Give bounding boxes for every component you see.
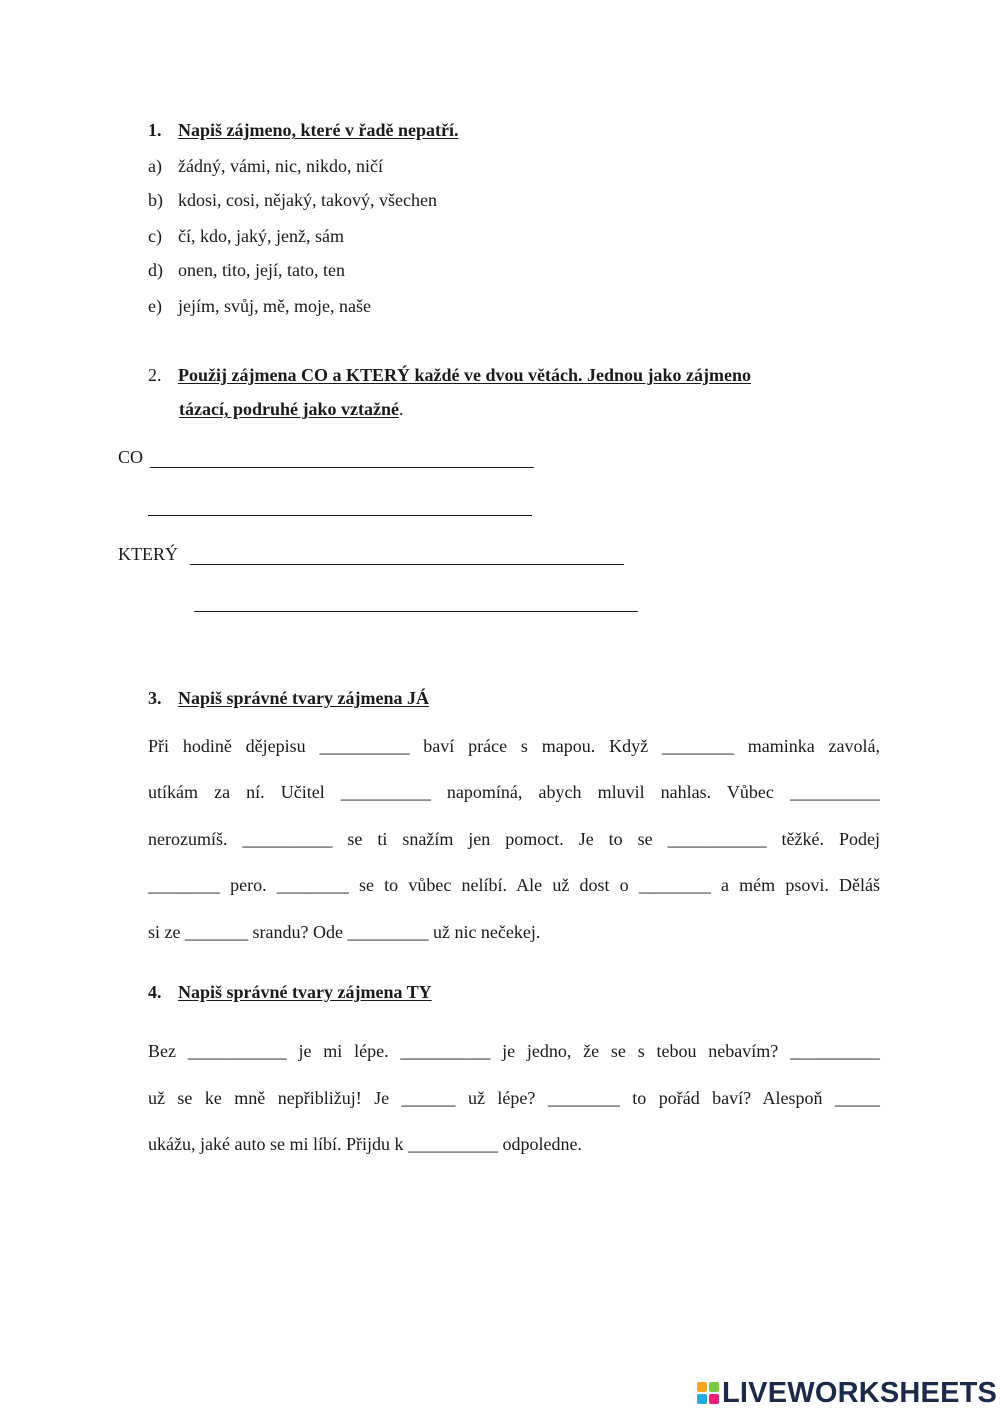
logo-square (697, 1382, 707, 1392)
question-3-text-line: nerozumíš. __________ se ti snažím jen pomoct. Je to se ___________ těžké. Podej (148, 829, 880, 849)
question-2-title-line-1 (148, 365, 751, 386)
question-1-item-d (148, 260, 345, 281)
question-3-text-line: utíkám za ní. Učitel __________ napomíná, abych mluvil nahlas. Vůbec __________ (148, 782, 880, 802)
question-1-item-c (148, 226, 344, 247)
question-1-number: 1. (148, 120, 162, 140)
question-4-text-line: Bez ___________ je mi lépe. __________ je jedno, že se s tebou nebavím? __________ (148, 1041, 880, 1061)
item-text: kdosi, cosi, nějaký, takový, všechen (178, 190, 437, 210)
question-1-item-e (148, 296, 371, 317)
item-letter: e) (148, 296, 162, 316)
logo-text: LIVEWORKSHEETS (722, 1377, 998, 1409)
item-letter: a) (148, 156, 162, 176)
question-1-title (148, 120, 458, 141)
item-text: žádný, vámi, nic, nikdo, ničí (178, 156, 383, 176)
question-3-heading: Napiš správné tvary zájmena JÁ (178, 688, 429, 708)
item-letter: d) (148, 260, 163, 280)
question-2-number: 2. (148, 365, 162, 385)
question-2-title-line-2 (179, 399, 403, 420)
question-2-heading-part-1: Použij zájmena CO a KTERÝ každé ve dvou větách. Jednou jako zájmeno (178, 365, 751, 385)
item-text: onen, tito, její, tato, ten (178, 260, 345, 280)
question-3-text-line: Při hodině dějepisu __________ baví práce s mapou. Když ________ maminka zavolá, (148, 736, 880, 756)
item-text: čí, kdo, jaký, jenž, sám (178, 226, 344, 246)
ktery-label: KTERÝ (118, 544, 178, 564)
ktery-answer-line-1[interactable] (190, 564, 624, 565)
co-answer-line-2[interactable] (148, 515, 532, 516)
question-4-title (148, 982, 432, 1003)
question-4-heading: Napiš správné tvary zájmena TY (178, 982, 432, 1002)
co-answer-line-1[interactable] (150, 467, 534, 468)
question-3-text-line: ________ pero. ________ se to vůbec nelíbí. Ale už dost o ________ a mém psovi. Děláš (148, 875, 880, 895)
question-4-text-line: ukážu, jaké auto se mi líbí. Přijdu k __________ odpoledne. (148, 1134, 582, 1154)
question-3-number: 3. (148, 688, 162, 708)
question-1-heading: Napiš zájmeno, které v řadě nepatří. (178, 120, 459, 140)
question-4-text-line: už se ke mně nepřibližuj! Je ______ už lépe? ________ to pořád baví? Alespoň _____ (148, 1088, 880, 1108)
logo-square (709, 1394, 719, 1404)
question-4-number: 4. (148, 982, 162, 1002)
logo-square (709, 1382, 719, 1392)
logo-square (697, 1394, 707, 1404)
ktery-answer-line-2[interactable] (194, 611, 638, 612)
co-label: CO (118, 447, 144, 467)
item-letter: c) (148, 226, 162, 246)
liveworksheets-logo (697, 1378, 997, 1408)
question-2-heading-period: . (398, 399, 404, 419)
question-1-item-b (148, 190, 437, 211)
question-2-heading-part-2: tázací, podruhé jako vztažné (179, 399, 399, 419)
question-3-title (148, 688, 429, 709)
item-letter: b) (148, 190, 163, 210)
question-1-item-a (148, 156, 383, 177)
item-text: jejím, svůj, mě, moje, naše (178, 296, 371, 316)
question-3-text-line: si ze _______ srandu? Ode _________ už nic nečekej. (148, 922, 541, 942)
logo-squares-icon (697, 1382, 719, 1404)
